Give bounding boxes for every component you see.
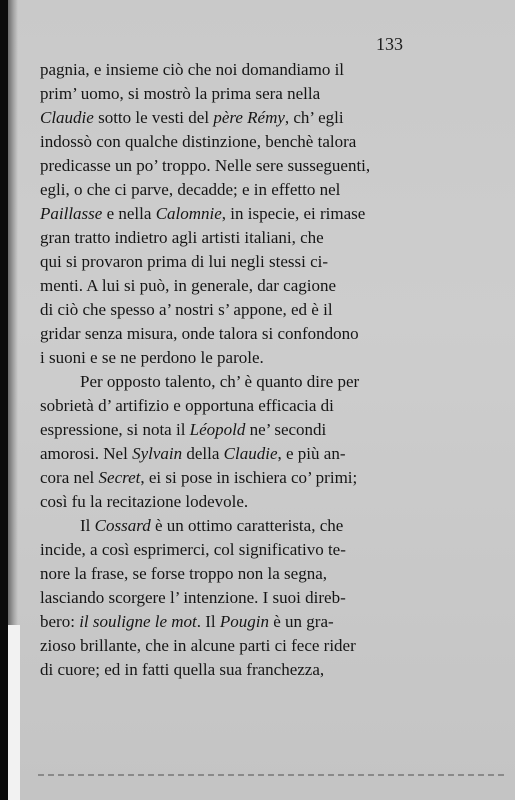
italic-text: il souligne le mot — [79, 612, 197, 631]
text-line — [40, 58, 410, 82]
italic-text: Paillasse — [40, 204, 103, 223]
text-line — [40, 586, 410, 610]
text-run: menti. A lui si può, in generale, dar cagione — [40, 276, 337, 295]
text-run: e nella — [102, 204, 156, 223]
text-run: amorosi. Nel — [40, 444, 133, 463]
text-line — [40, 610, 410, 634]
text-run: è un gra- — [269, 612, 334, 631]
text-line — [40, 274, 410, 298]
italic-text: Pougin — [219, 612, 270, 631]
text-run: di ciò che spesso a’ nostri s’ appone, ed è il — [40, 300, 333, 319]
text-line — [80, 514, 410, 538]
text-run: sotto le vesti del — [93, 108, 214, 127]
text-run: , e più an- — [277, 444, 346, 463]
text-run: qui si provaron prima di lui negli stessi ci- — [40, 252, 329, 271]
text-run: della — [182, 444, 224, 463]
text-line — [40, 106, 410, 130]
text-run: prim’ uomo, si mostrò la prima sera nella — [40, 84, 321, 103]
text-line — [80, 370, 410, 394]
text-run: di cuore; ed in fatti quella sua franchezza, — [40, 660, 325, 679]
italic-text: Claudie — [40, 108, 94, 127]
text-run: , ei si pose in ischiera co’ primi; — [140, 468, 358, 487]
text-run: zioso brillante, che in alcune parti ci fece rider — [40, 636, 356, 655]
text-run: sobrietà d’ artifizio e opportuna efficacia di — [40, 396, 334, 415]
scanned-page — [8, 0, 515, 800]
text-line — [40, 466, 410, 490]
text-run: i suoni e se ne perdono le parole. — [40, 348, 264, 367]
italic-text: Secret — [98, 468, 141, 487]
text-run: indossò con qualche distinzione, benchè talora — [40, 132, 357, 151]
text-line — [40, 82, 410, 106]
italic-text: Claudie — [223, 444, 278, 463]
text-run: . Il — [196, 612, 220, 631]
text-line — [40, 130, 410, 154]
text-run: nore la frase, se forse troppo non la segna, — [40, 564, 328, 583]
text-run: cora nel — [40, 468, 99, 487]
italic-text: Cossard — [94, 516, 151, 535]
text-run: gran tratto indietro agli artisti italiani, che — [40, 228, 324, 247]
text-run: Per opposto talento, ch’ è quanto dire per — [80, 372, 360, 391]
text-run: , ch’ egli — [284, 108, 344, 127]
text-line — [40, 418, 410, 442]
text-run: lasciando scorgere l’ intenzione. I suoi direb- — [40, 588, 346, 607]
text-run: ne’ secondi — [245, 420, 327, 439]
page-bottom-edge — [38, 774, 508, 776]
text-run: è un ottimo caratterista, che — [150, 516, 344, 535]
text-run: predicasse un po’ troppo. Nelle sere susseguenti, — [40, 156, 371, 175]
text-run: espressione, si nota il — [40, 420, 190, 439]
text-line — [40, 490, 410, 514]
italic-text: Léopold — [189, 420, 246, 439]
text-line — [40, 538, 410, 562]
italic-text: Calomnie — [155, 204, 222, 223]
text-run: incide, a così esprimerci, col significativo te- — [40, 540, 346, 559]
text-run: pagnia, e insieme ciò che noi domandiamo il — [40, 60, 345, 79]
text-line — [40, 226, 410, 250]
text-run: gridar senza misura, onde talora si confondono — [40, 324, 359, 343]
page-edge-strip — [8, 625, 20, 800]
italic-text: Sylvain — [132, 444, 183, 463]
text-line — [40, 658, 410, 682]
text-line — [40, 346, 410, 370]
text-line — [40, 562, 410, 586]
text-line — [40, 322, 410, 346]
text-run: egli, o che ci parve, decadde; e in effetto nel — [40, 180, 341, 199]
text-line — [40, 394, 410, 418]
text-run: Il — [80, 516, 95, 535]
text-run: , in ispecie, ei rimase — [221, 204, 366, 223]
text-run: così fu la recitazione lodevole. — [40, 492, 249, 511]
text-run: bero: — [40, 612, 80, 631]
text-line — [40, 250, 410, 274]
italic-text: père Rémy — [213, 108, 285, 127]
text-line — [40, 178, 410, 202]
text-line — [40, 154, 410, 178]
text-line — [40, 298, 410, 322]
text-line — [40, 634, 410, 658]
page-number: 133 — [376, 34, 403, 54]
text-line — [40, 442, 410, 466]
text-line — [40, 202, 410, 226]
